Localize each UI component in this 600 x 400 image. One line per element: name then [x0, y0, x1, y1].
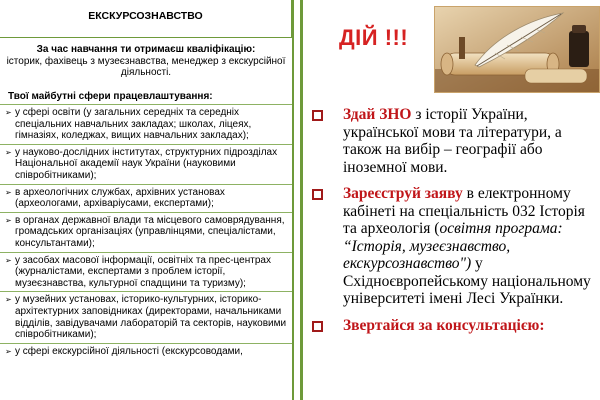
list-item-text: у засобах масової інформації, освітніх та прес-центрах (журналістами, експертами з проблем історії, музеєзнавства, культурної спадщини та туризму);: [15, 254, 271, 289]
arrow-bullet-icon: ➢: [5, 108, 12, 117]
list-item-text: в археологічних службах, архівних установах (археологами, архіваріусами, експертами);: [15, 186, 225, 210]
list-item-text: у науково-дослідних інститутах, структурних підрозділах Національної академії наук України (науковими співробітниками);: [15, 146, 278, 181]
step-item-consultation: [309, 317, 595, 335]
step-text-before: в електронному кабінеті на спеціальність 032 Історія та археологія (: [343, 185, 585, 237]
left-column: [0, 0, 294, 400]
fields-title: Твої майбутні сфери працевлаштування:: [8, 91, 213, 102]
list-item: [0, 105, 292, 145]
employment-fields-list: [0, 104, 292, 359]
step-lead: Зареєструй заяву: [343, 185, 463, 202]
right-column: [300, 0, 600, 400]
quill-and-scroll-illustration: [434, 6, 600, 93]
step-item-zno: [309, 106, 595, 176]
list-item: [0, 344, 292, 360]
list-item: [0, 292, 292, 343]
checkbox-bullet-icon: [312, 189, 323, 200]
quill-scroll-svg: [435, 7, 600, 93]
left-header: [0, 0, 292, 38]
program-name: освітня програма: “Історія, музеєзнавство, екскурсознавство"): [343, 220, 563, 272]
header-title: ЕКСКУРСОЗНАВСТВО: [88, 10, 203, 22]
qualification-block: [6, 44, 286, 79]
steps-list: [309, 106, 595, 343]
arrow-bullet-icon: ➢: [5, 255, 12, 265]
step-text-after: у Східноєвропейському національному університеті імені Лесі Українки.: [343, 255, 591, 307]
arrow-bullet-icon: ➢: [5, 346, 12, 356]
checkbox-bullet-icon: [312, 110, 323, 121]
list-item-text: у сфері освіти (у загальних середніх та середніх спеціальних навчальних закладах; школах, ліцеях, гімназіях, коледжах, вищих навчальних закладах);: [15, 107, 252, 142]
arrow-bullet-icon: ➢: [5, 187, 12, 197]
list-item-text: в органах державної влади та місцевого самоврядування, громадських організаціях (управлінцями, спеціалістами, консультантами);: [15, 214, 285, 249]
step-item-register: [309, 185, 595, 308]
arrow-bullet-icon: ➢: [5, 215, 12, 225]
list-item: [0, 253, 292, 293]
list-item: [0, 213, 292, 253]
arrow-bullet-icon: ➢: [5, 147, 12, 157]
checkbox-bullet-icon: [312, 321, 323, 332]
arrow-bullet-icon: ➢: [5, 295, 12, 305]
step-lead: Звертайся за консультацією:: [343, 316, 545, 334]
qualification-title: За час навчання ти отримаєш кваліфікацію:: [36, 44, 256, 55]
list-item-text: у сфері екскурсійної діяльності (екскурсоводами,: [15, 345, 243, 357]
list-item-text: у музейних установах, історико-культурних, історико-архітектурних заповідниках (директорами, начальниками відділів, завідувачами лабораторій та секторів, науковими співробітниками);: [15, 294, 287, 341]
step-lead: Здай ЗНО: [343, 106, 412, 123]
step-text: з історії України, української мови та літератури, а також на вибір – географії або іноземної мови.: [343, 106, 562, 176]
list-item: [0, 185, 292, 213]
qualification-text: історик, фахівець з музеєзнавства, менеджер з екскурсійної діяльності.: [6, 55, 286, 78]
action-title: ДІЙ !!!: [339, 25, 409, 50]
list-item: [0, 145, 292, 185]
